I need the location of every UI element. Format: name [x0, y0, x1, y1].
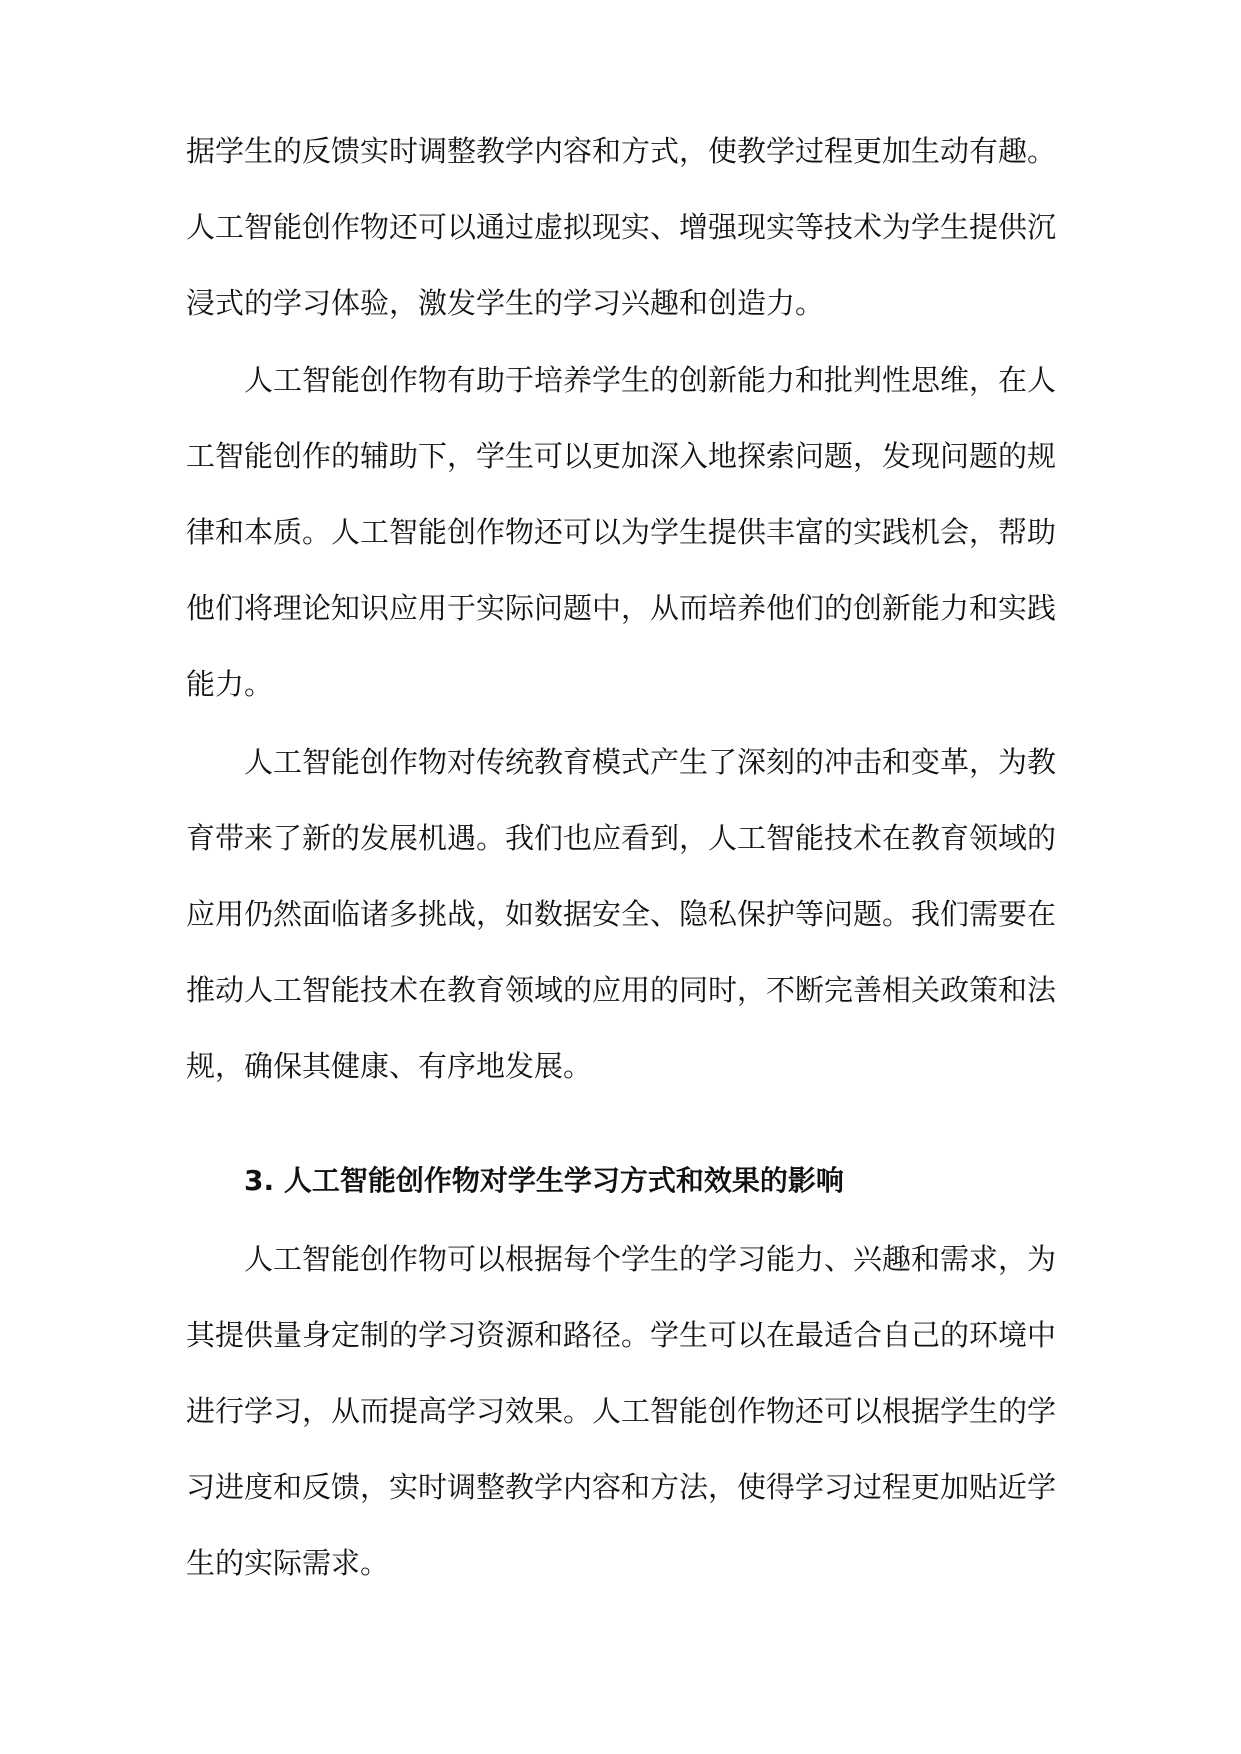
text-line: 生的实际需求。 — [186, 1546, 390, 1580]
paragraph-first-line: 人工智能创作物有助于培养学生的创新能力和批判性思维，在人 — [244, 363, 1057, 397]
text-line: 规，确保其健康、有序地发展。 — [186, 1049, 593, 1083]
paragraph-first-line: 人工智能创作物对传统教育模式产生了深刻的冲击和变革，为教 — [244, 745, 1057, 779]
text-line: 据学生的反馈实时调整教学内容和方式，使教学过程更加生动有趣。 — [186, 134, 1057, 168]
text-line: 育带来了新的发展机遇。我们也应看到，人工智能技术在教育领域的 — [186, 821, 1057, 855]
text-line: 习进度和反馈，实时调整教学内容和方法，使得学习过程更加贴近学 — [186, 1470, 1057, 1504]
text-line: 进行学习，从而提高学习效果。人工智能创作物还可以根据学生的学 — [186, 1394, 1057, 1428]
text-line: 浸式的学习体验，激发学生的学习兴趣和创造力。 — [186, 286, 825, 320]
text-line: 能力。 — [186, 667, 274, 701]
text-line: 工智能创作的辅助下，学生可以更加深入地探索问题，发现问题的规 — [186, 439, 1057, 473]
text-line: 其提供量身定制的学习资源和路径。学生可以在最适合自己的环境中 — [186, 1318, 1057, 1352]
text-line: 人工智能创作物还可以通过虚拟现实、增强现实等技术为学生提供沉 — [186, 210, 1057, 244]
text-line: 他们将理论知识应用于实际问题中，从而培养他们的创新能力和实践 — [186, 591, 1057, 625]
paragraph-first-line: 人工智能创作物可以根据每个学生的学习能力、兴趣和需求，为 — [244, 1242, 1057, 1276]
text-line: 推动人工智能技术在教育领域的应用的同时，不断完善相关政策和法 — [186, 973, 1057, 1007]
section-heading: 3. 人工智能创作物对学生学习方式和效果的影响 — [244, 1164, 844, 1197]
text-line: 律和本质。人工智能创作物还可以为学生提供丰富的实践机会，帮助 — [186, 515, 1057, 549]
text-line: 应用仍然面临诸多挑战，如数据安全、隐私保护等问题。我们需要在 — [186, 897, 1057, 931]
